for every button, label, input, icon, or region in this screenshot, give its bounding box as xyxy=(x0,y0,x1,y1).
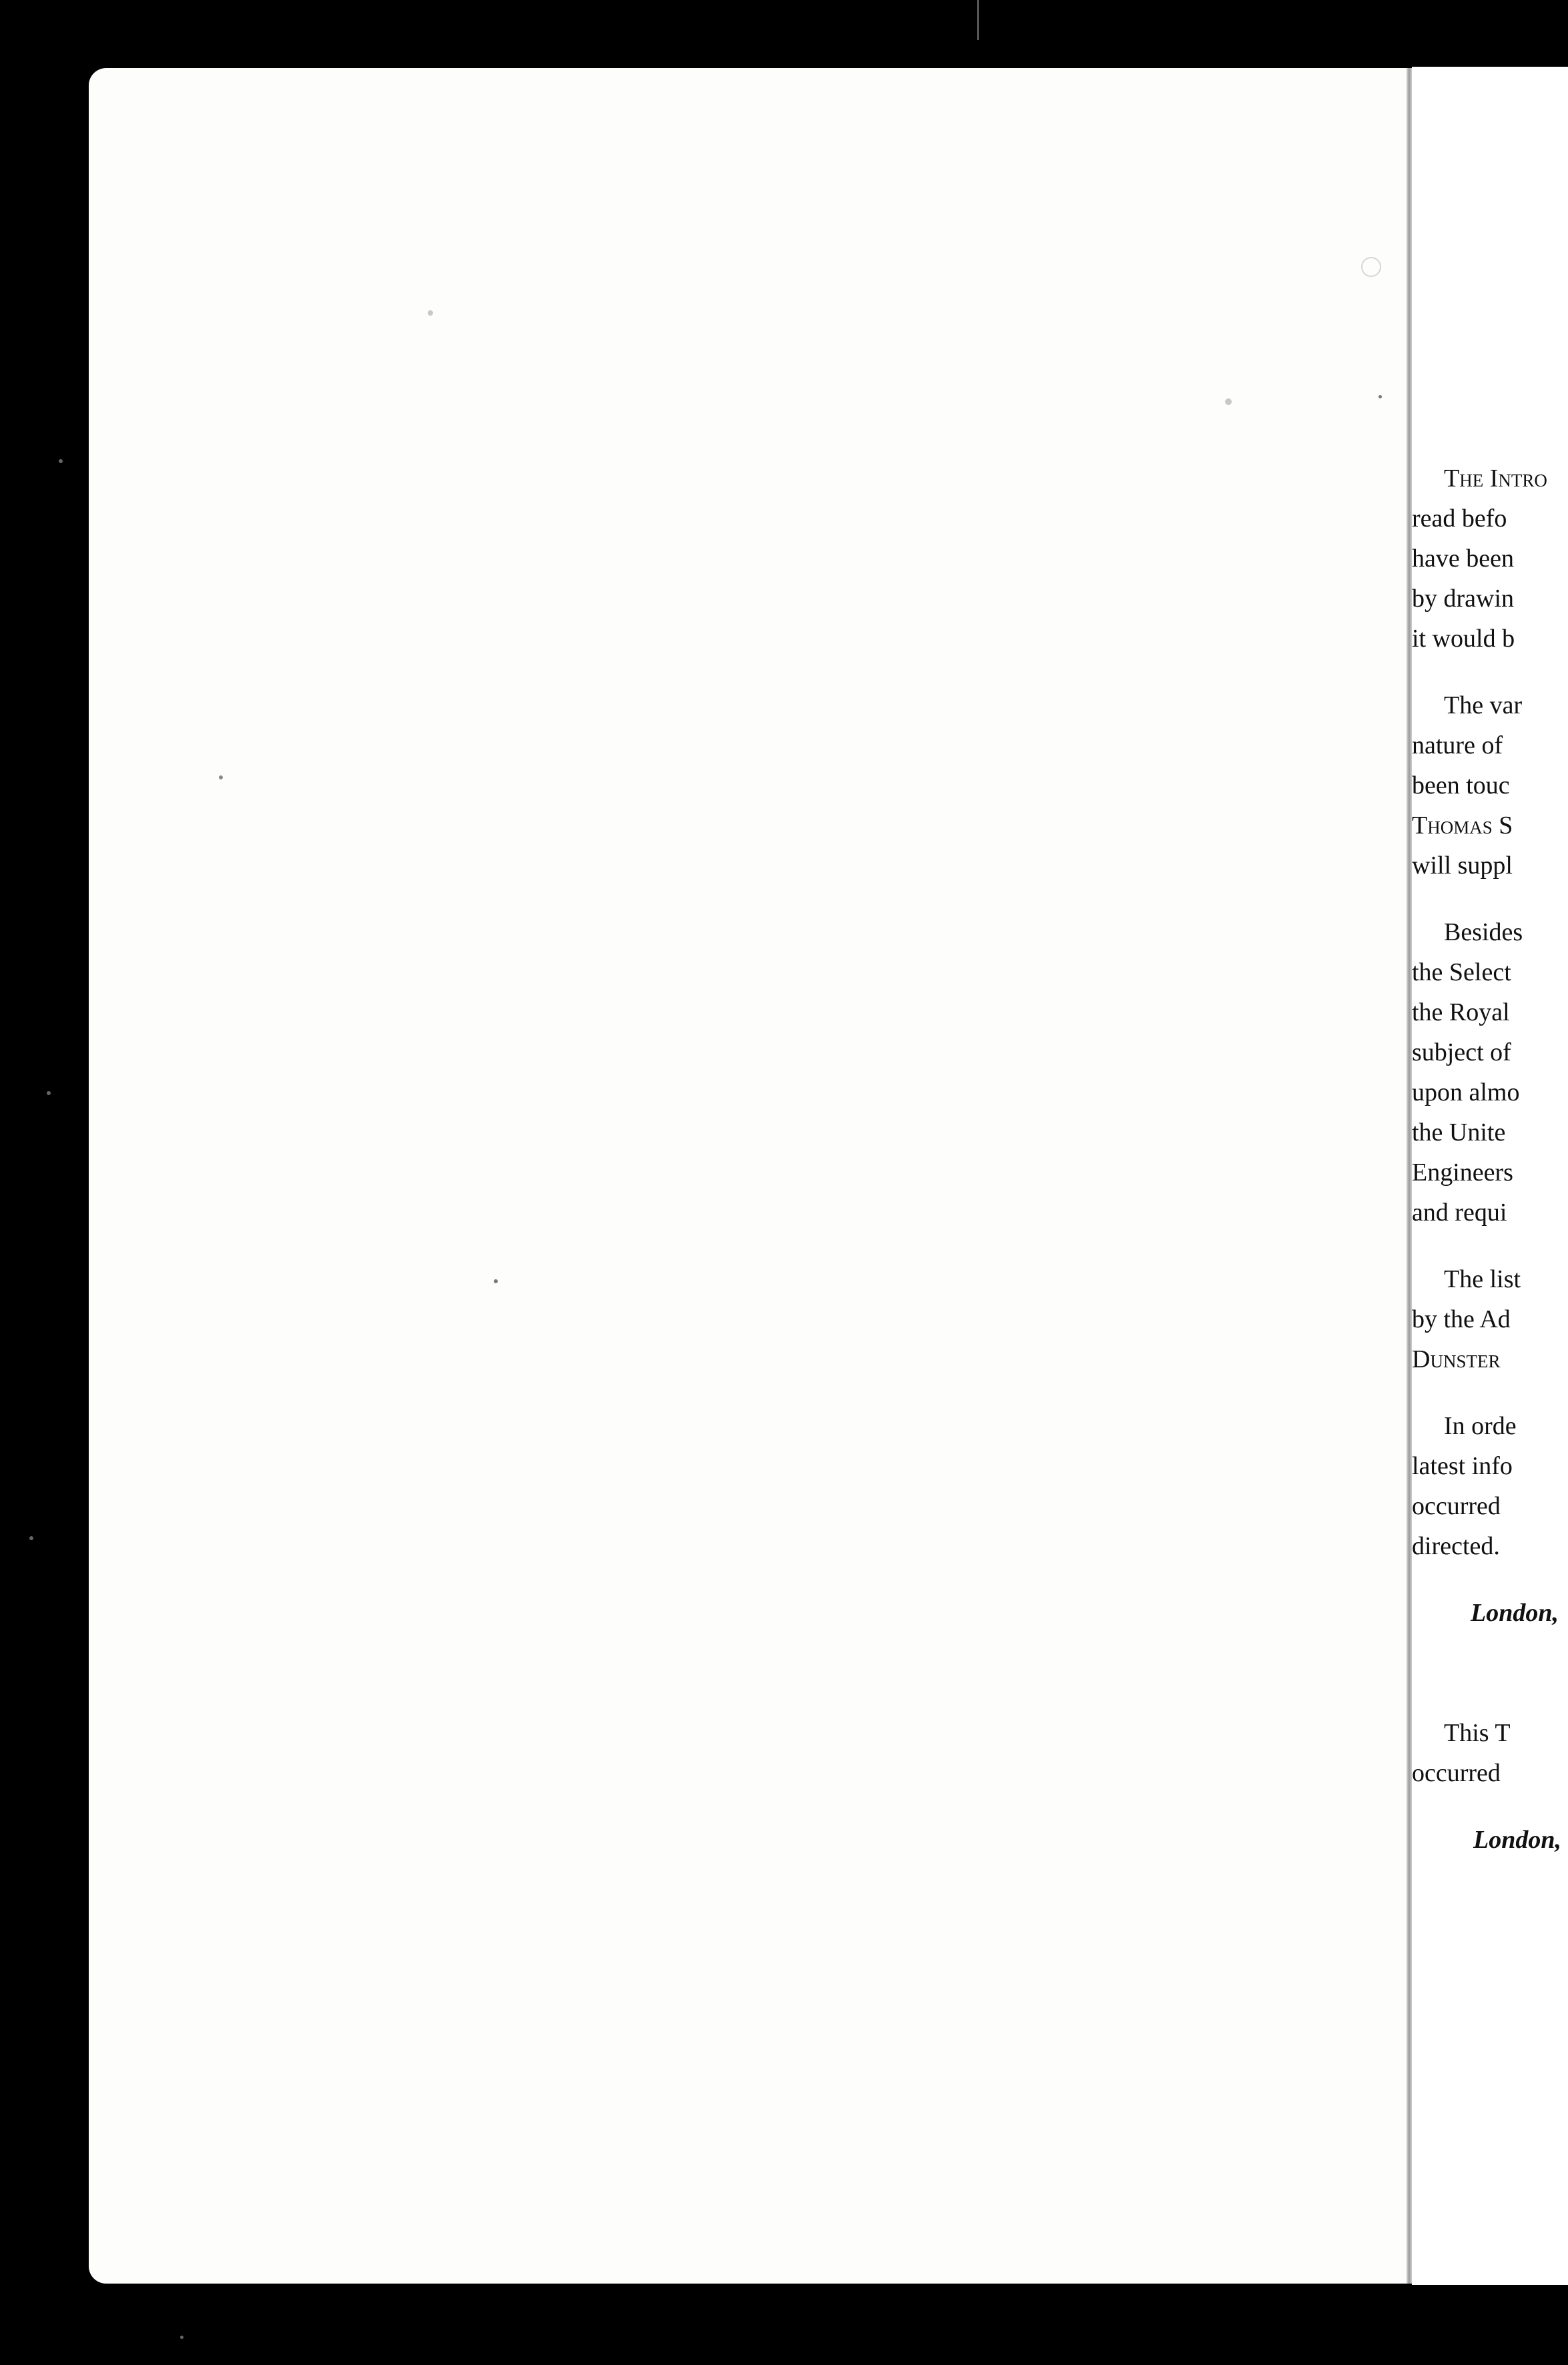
scan-artifact xyxy=(180,2336,183,2339)
text-line-content: read befo xyxy=(1412,504,1507,533)
text-line-content: nature of xyxy=(1412,731,1503,759)
text-line-content: by drawin xyxy=(1412,585,1515,613)
page-speck xyxy=(1361,257,1381,277)
text-line xyxy=(1471,1600,1559,1626)
text-line-content: Dunster xyxy=(1412,1345,1501,1373)
text-line-content: This T xyxy=(1444,1719,1511,1747)
text-line-content: the Select xyxy=(1412,958,1511,986)
text-line xyxy=(1412,772,1510,799)
text-line-content: Thomas S xyxy=(1412,811,1513,839)
text-line xyxy=(1444,919,1523,946)
text-line-content: the Unite xyxy=(1412,1118,1506,1146)
text-line-content: Besides xyxy=(1444,918,1523,946)
text-line xyxy=(1412,1079,1519,1106)
text-line xyxy=(1412,1346,1500,1373)
text-line-content: The list xyxy=(1444,1265,1521,1293)
text-line-content: In orde xyxy=(1444,1412,1517,1440)
text-line-content: will suppl xyxy=(1412,852,1513,880)
text-line xyxy=(1412,1306,1511,1333)
text-line xyxy=(1412,585,1514,612)
text-line xyxy=(1412,545,1514,572)
text-line xyxy=(1412,1039,1511,1066)
text-line-content: occurred xyxy=(1412,1759,1501,1787)
text-line xyxy=(1412,999,1510,1026)
text-line xyxy=(1412,1119,1505,1146)
text-line xyxy=(1444,692,1522,719)
text-line xyxy=(1412,1453,1513,1479)
text-line xyxy=(1444,1720,1511,1746)
blank-left-page xyxy=(89,68,1417,2284)
text-line-content: Engineers xyxy=(1412,1158,1513,1187)
text-line-content: latest info xyxy=(1412,1452,1513,1480)
text-line-content: occurred xyxy=(1412,1492,1501,1520)
text-line xyxy=(1444,1266,1521,1293)
text-line xyxy=(1412,505,1507,532)
dateline: London, xyxy=(1473,1826,1561,1854)
text-line xyxy=(1412,625,1515,652)
text-line-content: The Intro xyxy=(1444,464,1547,492)
text-line-content: have been xyxy=(1412,545,1514,573)
text-line-content: directed. xyxy=(1412,1532,1500,1560)
text-line-content: the Royal xyxy=(1412,998,1510,1026)
text-line xyxy=(1444,465,1547,492)
page-speck xyxy=(1225,398,1232,405)
dateline: London, xyxy=(1471,1599,1559,1627)
page-speck xyxy=(219,775,223,779)
text-line-content: subject of xyxy=(1412,1038,1511,1066)
text-line xyxy=(1412,732,1503,759)
scan-artifact xyxy=(29,1536,33,1540)
text-line-content: been touc xyxy=(1412,771,1510,799)
page-speck xyxy=(428,310,433,316)
text-line-content: it would b xyxy=(1412,625,1515,653)
text-line-content: by the Ad xyxy=(1412,1305,1511,1333)
text-line xyxy=(1473,1826,1561,1853)
text-line xyxy=(1444,1413,1517,1439)
scan-artifact xyxy=(47,1091,51,1095)
scan-artifact xyxy=(59,459,63,463)
page-gutter xyxy=(1407,68,1412,2284)
text-right-page xyxy=(1412,67,1568,2285)
text-line xyxy=(1412,1159,1513,1186)
text-line xyxy=(1412,959,1511,986)
text-line-content: The var xyxy=(1444,691,1523,719)
text-line-content: upon almo xyxy=(1412,1078,1520,1106)
text-line xyxy=(1412,1199,1507,1226)
text-line-content: and requi xyxy=(1412,1199,1507,1227)
text-line xyxy=(1412,852,1513,879)
text-line xyxy=(1412,1533,1500,1560)
text-line xyxy=(1412,1493,1501,1519)
scan-artifact xyxy=(977,0,979,40)
page-speck xyxy=(1379,395,1382,398)
page-speck xyxy=(494,1279,498,1283)
text-line xyxy=(1412,1760,1501,1786)
text-line xyxy=(1412,812,1513,839)
